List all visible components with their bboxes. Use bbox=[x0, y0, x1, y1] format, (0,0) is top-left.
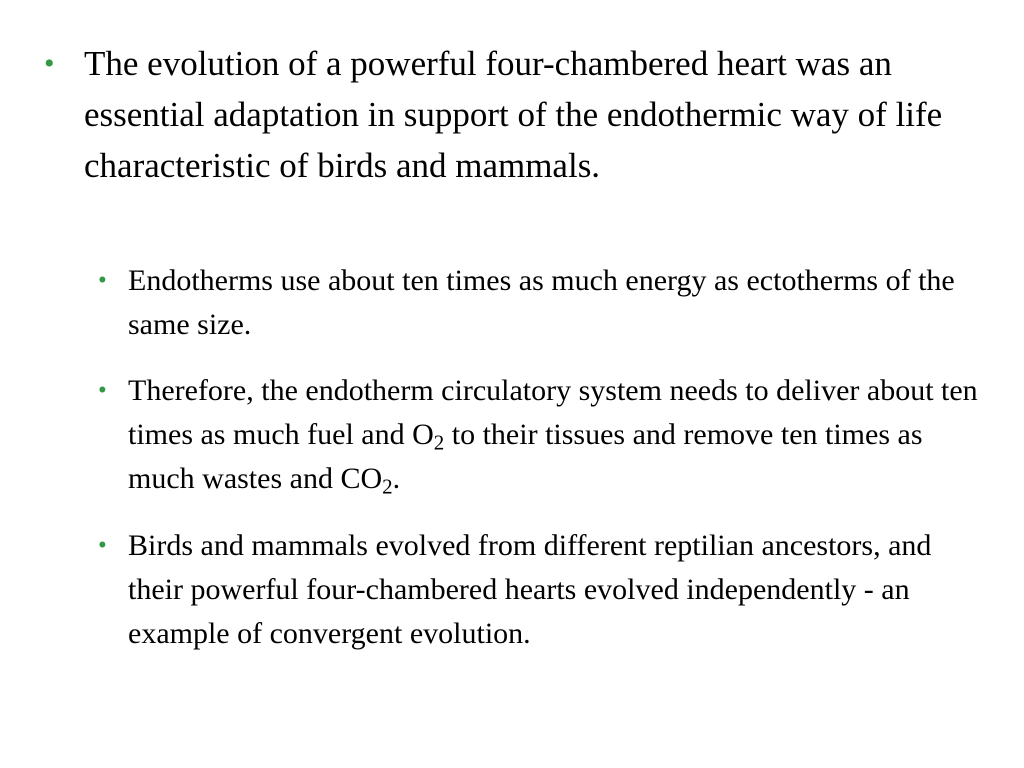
sub-bullet-text: Birds and mammals evolved from different reptilian ancestors, and their powerful four-chambered hearts evolved independently - an example of convergent evolution. bbox=[128, 529, 932, 650]
text-segment: to their tissues and remove ten times as much wastes and CO bbox=[128, 418, 923, 495]
subscript: 2 bbox=[382, 474, 393, 499]
bullet-icon: • bbox=[44, 47, 55, 80]
sub-bullet-text bbox=[128, 369, 978, 501]
bullet-icon: • bbox=[98, 532, 107, 559]
sub-bullet-circulatory bbox=[98, 369, 978, 501]
bullet-icon: • bbox=[98, 267, 107, 294]
text-segment: . bbox=[392, 462, 401, 495]
bullet-icon: • bbox=[98, 377, 107, 404]
sub-bullet-energy bbox=[98, 259, 978, 347]
main-bullet bbox=[44, 38, 974, 191]
subscript: 2 bbox=[433, 430, 445, 455]
sub-bullet-convergent bbox=[98, 524, 978, 656]
sub-bullet-text: Endotherms use about ten times as much energy as ectotherms of the same size. bbox=[128, 264, 955, 341]
text-segment: Therefore, the endotherm circulatory system needs to deliver about ten times as much fuel and O bbox=[128, 374, 978, 451]
main-bullet-text: The evolution of a powerful four-chambered heart was an essential adaptation in support of the endothermic way of life characteristic of birds and mammals. bbox=[84, 44, 943, 185]
